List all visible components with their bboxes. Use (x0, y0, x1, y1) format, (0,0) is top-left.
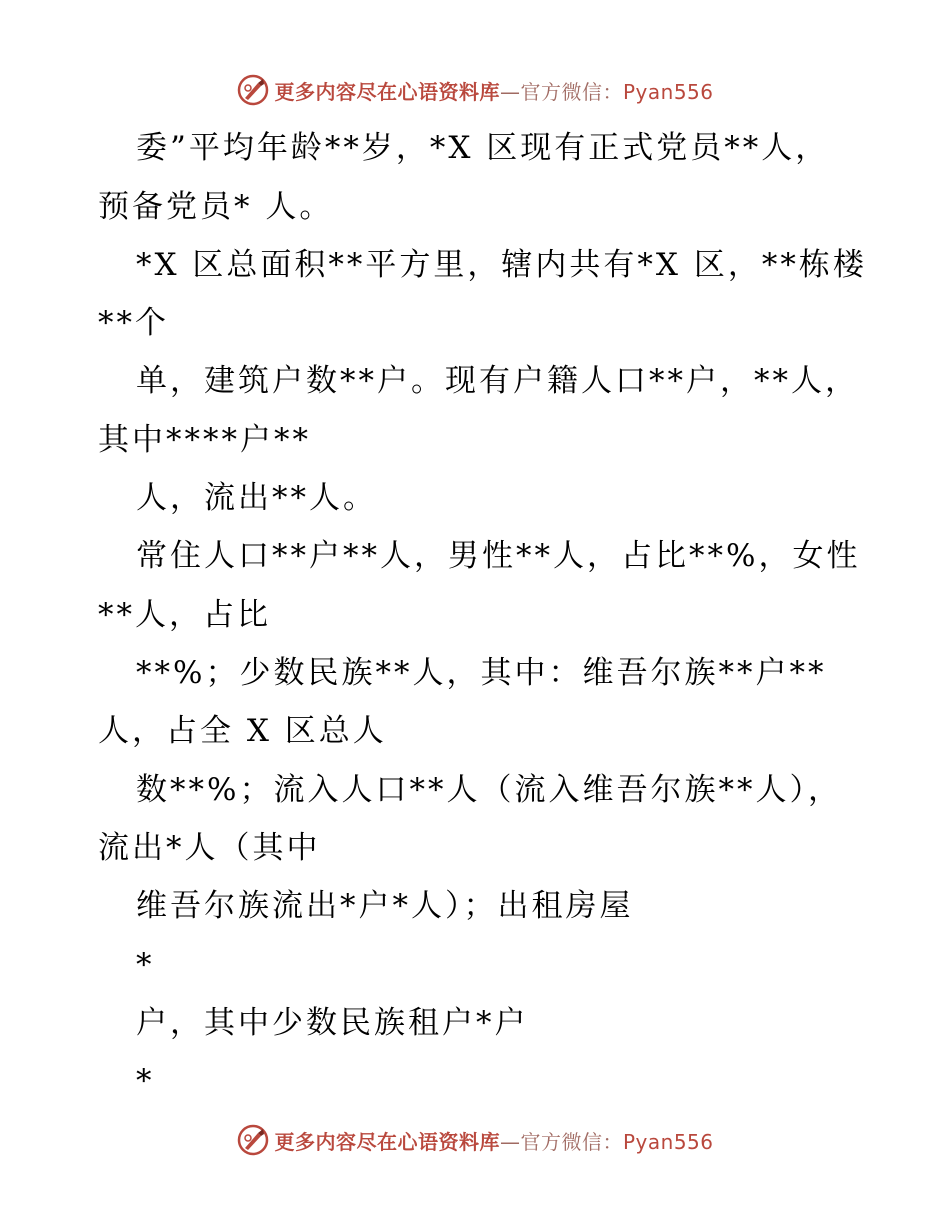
body-line: * (136, 1063, 155, 1099)
banner-wechat-id: Pyan556 (622, 1129, 714, 1154)
body-line: 人，流出**人。 (136, 480, 377, 516)
body-line: * (136, 947, 155, 983)
body-line: 委”平均年龄**岁，*X 区现有正式党员**人， (136, 130, 830, 166)
body-line: 预备党员* 人。 (98, 189, 334, 225)
banner-wechat-id: Pyan556 (622, 79, 714, 104)
body-line: **个 (98, 305, 169, 341)
banner-sub-text: 官方微信： (520, 1129, 623, 1154)
body-line: 流出*人（其中 (98, 830, 321, 866)
body-line: **人，占比 (98, 597, 271, 633)
quill-pen-logo-icon (236, 1123, 270, 1157)
body-line: 人，占全 X 区总人 (98, 713, 387, 749)
banner-sub-text: 官方微信： (520, 79, 623, 104)
banner-main-text: 更多内容尽在心语资料库 (274, 79, 500, 104)
body-line: 维吾尔族流出*户*人）；出租房屋 (136, 888, 634, 924)
body-line: 单，建筑户数**户。现有户籍人口**户，**人， (136, 363, 859, 399)
body-line: 数**%；流入人口**人（流入维吾尔族**人）， (136, 772, 842, 808)
body-line: *X 区总面积**平方里，辖内共有*X 区，**栋楼 (136, 247, 867, 283)
footer-banner (0, 1122, 950, 1158)
footer-banner-text (274, 1126, 713, 1155)
banner-main-text: 更多内容尽在心语资料库 (274, 1129, 500, 1154)
banner-dash: — (499, 1129, 521, 1154)
body-line: 常住人口**户**人，男性**人，占比**%，女性 (136, 538, 861, 574)
body-line: 其中****户** (98, 422, 311, 458)
body-line: **%；少数民族**人，其中：维吾尔族**户** (136, 655, 827, 691)
body-line: 户，其中少数民族租户*户 (136, 1005, 529, 1041)
banner-dash: — (499, 79, 521, 104)
